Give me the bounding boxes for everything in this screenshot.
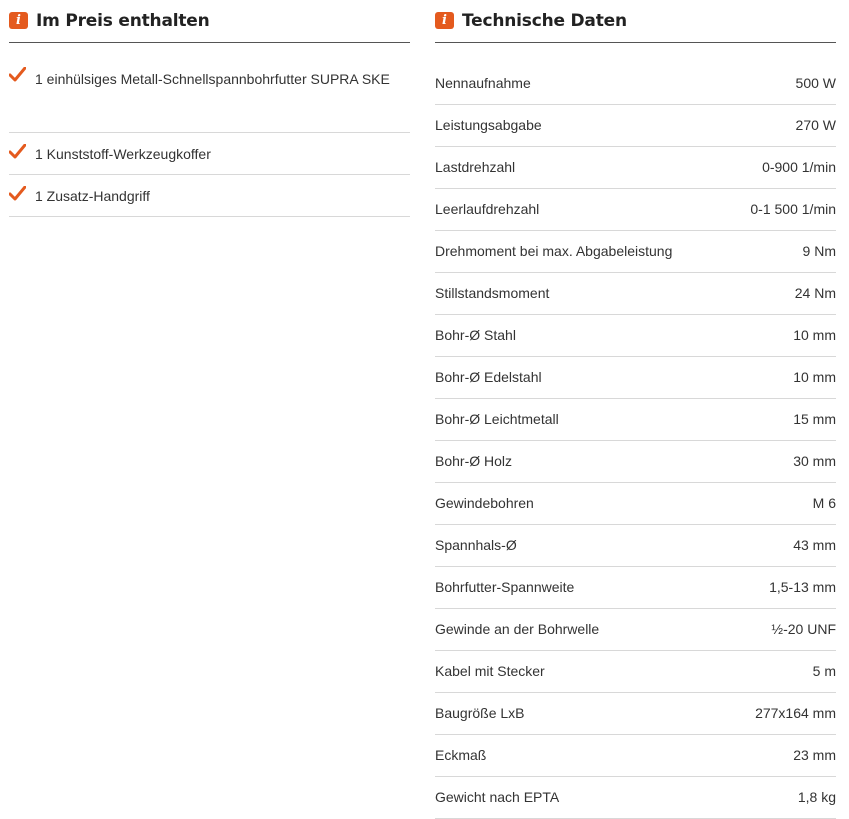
spec-label: Stillstandsmoment: [435, 285, 550, 301]
table-row: [435, 650, 836, 692]
spec-label: Gewicht nach EPTA: [435, 789, 560, 805]
info-icon: i: [435, 12, 454, 29]
table-row: [435, 566, 836, 608]
spec-value: 30 mm: [793, 453, 836, 469]
table-row: [435, 314, 836, 356]
included-section: [9, 0, 410, 217]
table-row: [435, 356, 836, 398]
spec-value: ½-20 UNF: [771, 621, 836, 637]
spec-value: 270 W: [795, 117, 836, 133]
list-item: [9, 175, 410, 217]
spec-label: Bohr-Ø Edelstahl: [435, 369, 542, 385]
table-row: [435, 734, 836, 776]
spec-label: Bohr-Ø Stahl: [435, 327, 516, 343]
spec-value: 1,5-13 mm: [769, 579, 836, 595]
checkmark-icon: [9, 186, 35, 201]
table-row: [435, 62, 836, 104]
table-row: [435, 230, 836, 272]
table-row: [435, 146, 836, 188]
spec-value: 9 Nm: [802, 243, 836, 259]
technical-header: [435, 0, 836, 43]
spec-label: Kabel mit Stecker: [435, 663, 545, 679]
spec-label: Eckmaß: [435, 747, 487, 763]
spec-label: Lastdrehzahl: [435, 159, 516, 175]
spec-value: 0-1 500 1/min: [750, 201, 836, 217]
spec-label: Bohrfutter-Spannweite: [435, 579, 575, 595]
spec-value: 277x164 mm: [755, 705, 836, 721]
technical-title: Technische Daten: [462, 11, 627, 31]
checkmark-icon: [9, 144, 35, 159]
included-header: [9, 0, 410, 43]
spec-label: Nennaufnahme: [435, 74, 531, 91]
table-row: [435, 188, 836, 230]
list-item: [9, 133, 410, 175]
spec-label: Drehmoment bei max. Abgabeleistung: [435, 243, 673, 259]
spec-value: 24 Nm: [794, 285, 836, 301]
spec-label: Baugröße LxB: [435, 705, 525, 721]
spec-label: Gewindebohren: [435, 495, 534, 511]
spec-value: 10 mm: [793, 369, 836, 385]
table-row: [435, 692, 836, 734]
technical-section: [435, 0, 836, 819]
spec-value: M 6: [812, 495, 836, 511]
checkmark-icon: [9, 64, 35, 132]
spec-label: Leistungsabgabe: [435, 117, 542, 133]
spec-value: 1,8 kg: [797, 789, 836, 805]
spec-label: Gewinde an der Bohrwelle: [435, 621, 600, 637]
list-item-label: 1 einhülsiges Metall-Schnellspannbohrfutter SUPRA SKE: [35, 71, 390, 87]
table-row: [435, 440, 836, 482]
spec-table: [435, 62, 836, 819]
list-item: [9, 64, 410, 133]
list-item-label: 1 Kunststoff-Werkzeugkoffer: [35, 145, 211, 162]
included-list: [9, 64, 410, 217]
spec-label: Bohr-Ø Leichtmetall: [435, 411, 559, 427]
list-item-label: 1 Zusatz-Handgriff: [35, 187, 150, 204]
table-row: [435, 398, 836, 440]
included-title: Im Preis enthalten: [36, 11, 210, 31]
table-row: [435, 272, 836, 314]
spec-value: 43 mm: [793, 537, 836, 553]
table-row: [435, 104, 836, 146]
spec-value: 15 mm: [793, 411, 836, 427]
spec-value: 0-900 1/min: [762, 159, 836, 175]
spec-value: 500 W: [795, 74, 836, 91]
spec-value: 23 mm: [793, 747, 836, 763]
spec-label: Leerlaufdrehzahl: [435, 201, 540, 217]
spec-label: Bohr-Ø Holz: [435, 453, 513, 469]
spec-value: 10 mm: [793, 327, 836, 343]
table-row: [435, 608, 836, 650]
table-row: [435, 776, 836, 818]
info-icon: i: [9, 12, 28, 29]
spec-value: 5 m: [812, 663, 836, 679]
table-row: [435, 524, 836, 566]
spec-label: Spannhals-Ø: [435, 537, 517, 553]
table-row: [435, 482, 836, 524]
